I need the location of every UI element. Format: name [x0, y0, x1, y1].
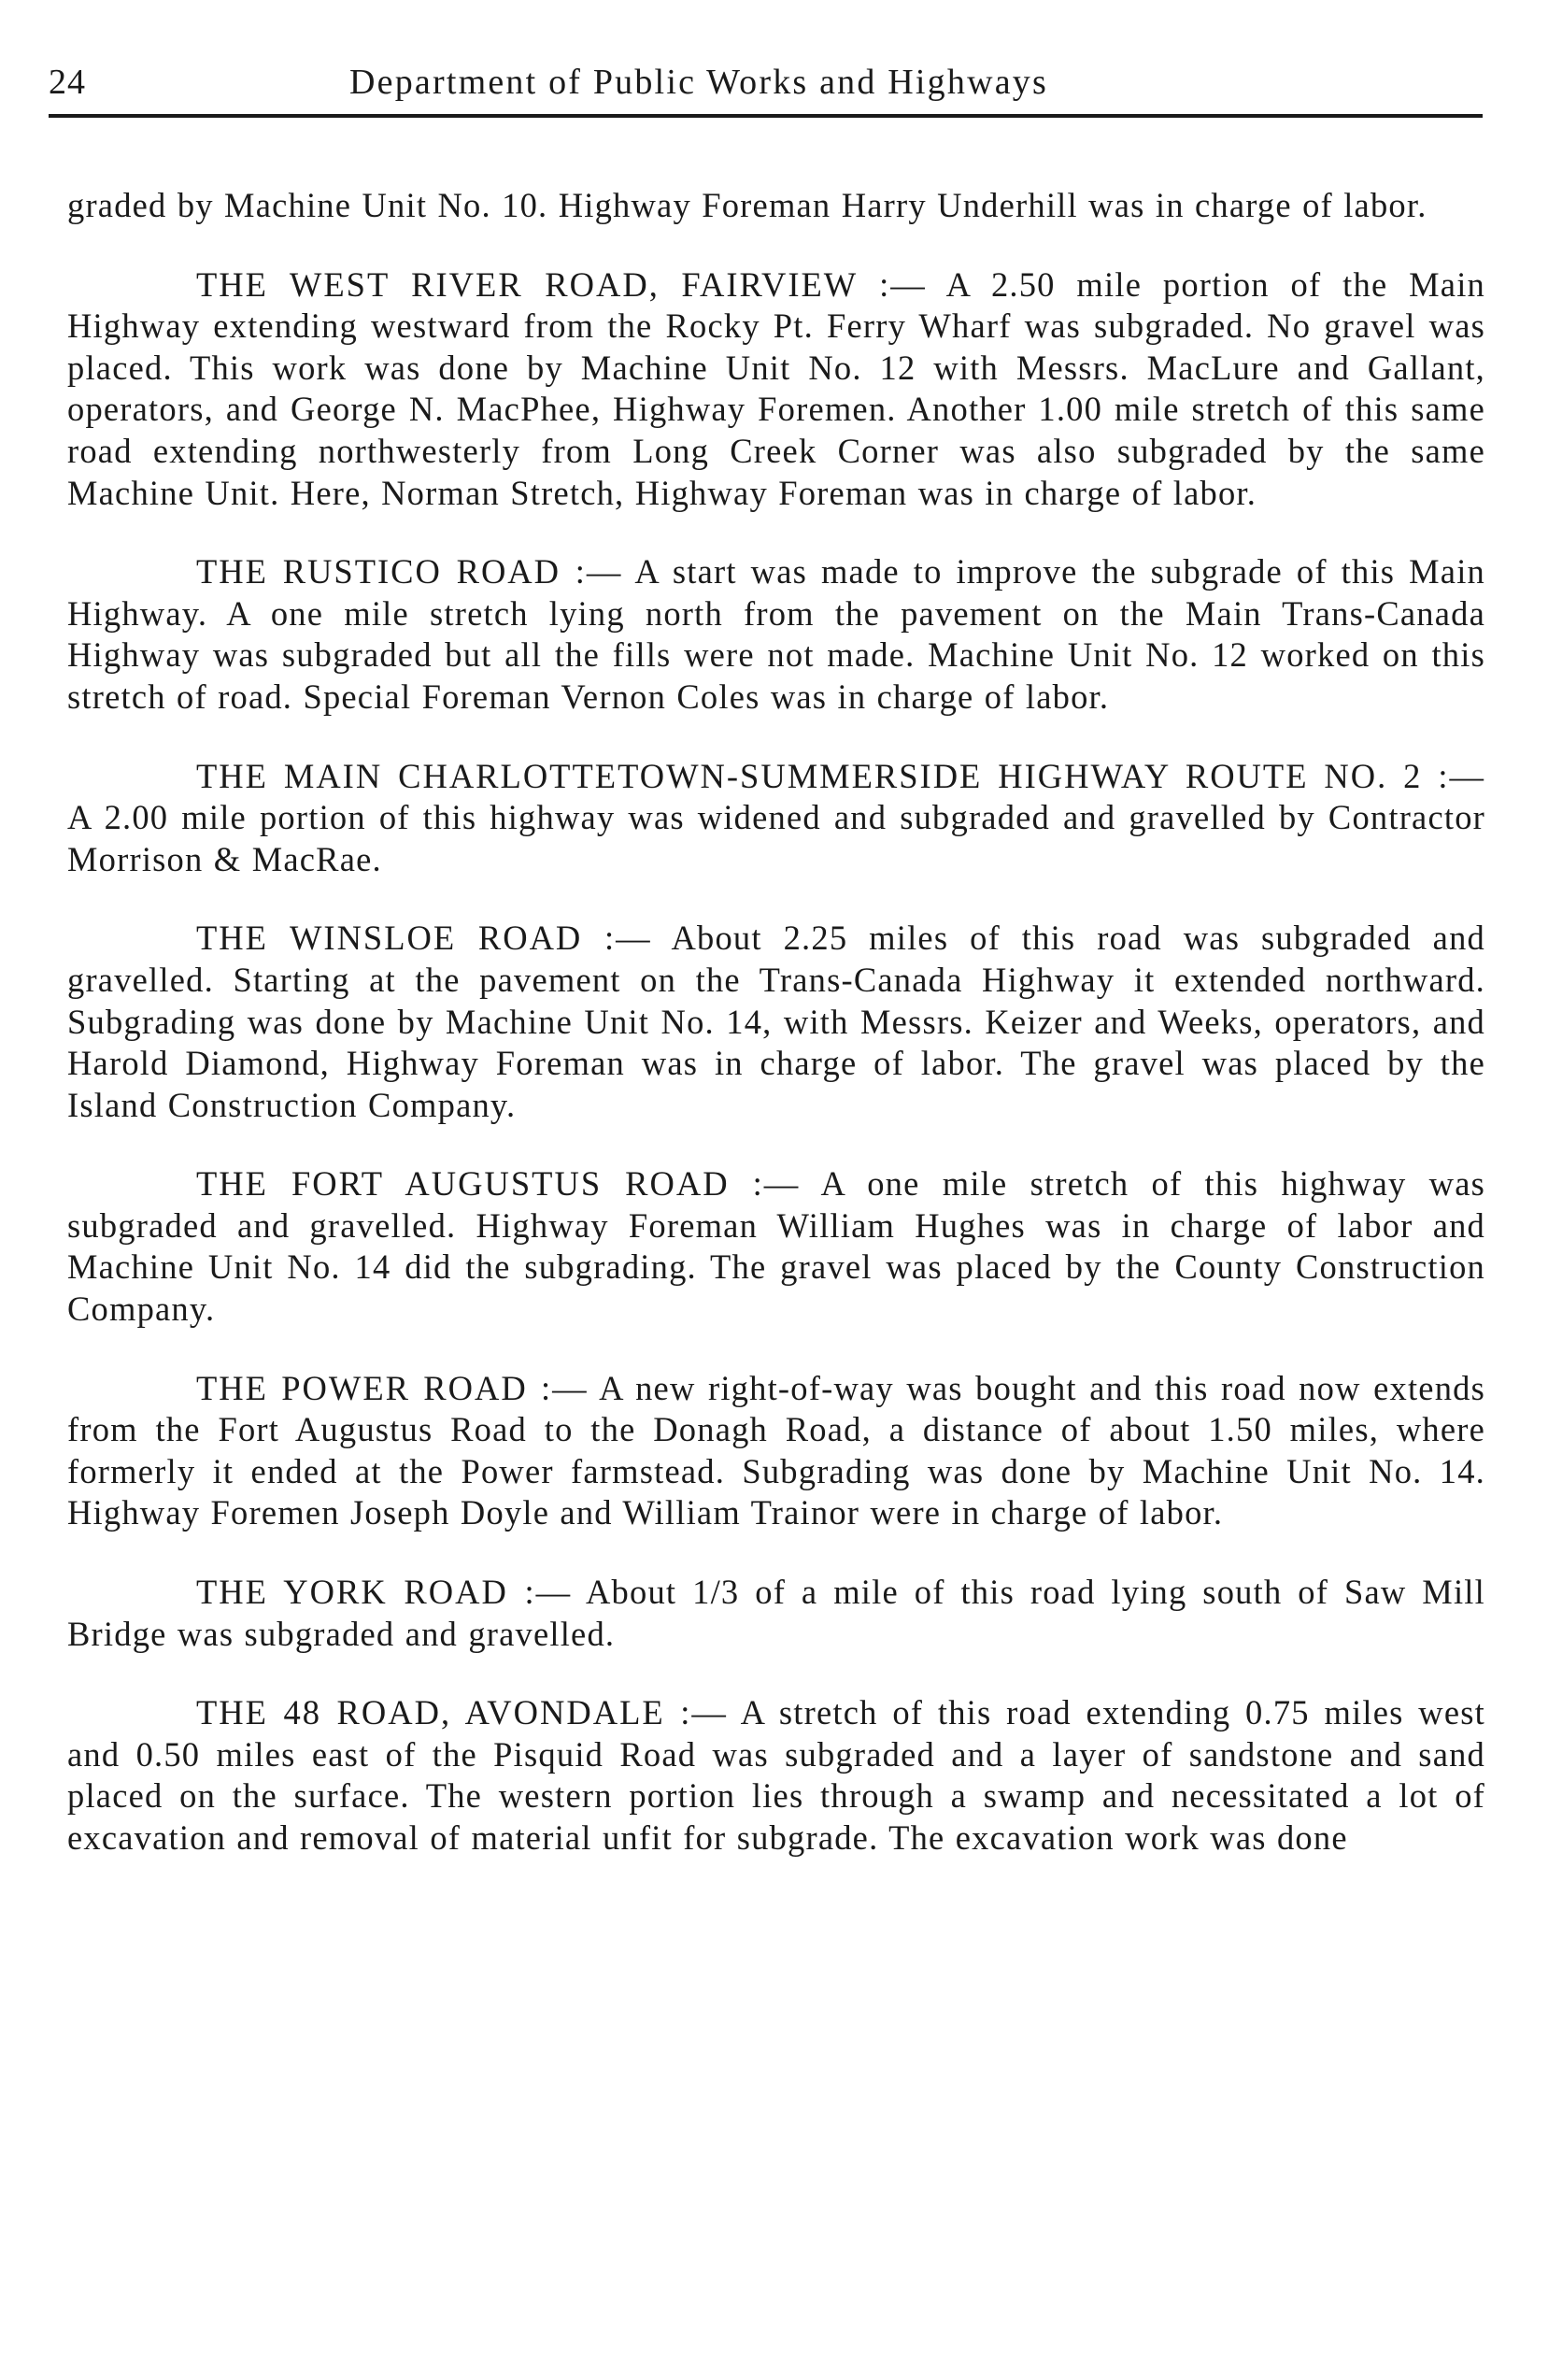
paragraph-heading: THE FORT AUGUSTUS ROAD :—	[196, 1164, 801, 1204]
paragraph-48-road-avondale	[67, 1692, 1485, 1859]
paragraph-heading: THE WINSLOE ROAD :—	[196, 919, 652, 958]
paragraph-fort-augustus-road	[67, 1163, 1485, 1330]
paragraph-west-river-road	[67, 264, 1485, 515]
paragraph-text: graded by Machine Unit No. 10. Highway Foreman Harry Underhill was in charge of labor.	[67, 186, 1427, 224]
paragraph-charlottetown-summerside	[67, 756, 1485, 881]
paragraph-text: About 1/3 of a mile of this road lying south of Saw Mill Bridge was subgraded and gravelled.	[67, 1573, 1485, 1653]
paragraph-york-road	[67, 1572, 1485, 1655]
paragraph-text: A one mile stretch of this highway was subgraded and gravelled. Highway Foreman William Hughes was in charge of labor and Machine Unit No. 14 did the subgrading. The gravel was placed by the County Construction Company.	[67, 1164, 1486, 1329]
paragraph-heading: THE POWER ROAD :—	[196, 1368, 589, 1407]
page-number: 24	[49, 63, 86, 102]
paragraph-winsloe-road	[67, 918, 1485, 1126]
paragraph-continuation	[67, 185, 1485, 227]
paragraph-text: A 2.00 mile portion of this highway was widened and subgraded and gravelled by Contractor Morrison & MacRae.	[67, 798, 1485, 878]
running-title: Department of Public Works and Highways	[349, 63, 1048, 102]
paragraph-heading: THE MAIN CHARLOTTETOWN-SUMMERSIDE HIGHWAY ROUTE NO. 2 :—	[196, 756, 1485, 795]
running-head	[49, 54, 1483, 110]
paragraph-text: A new right-of-way was bought and this road now extends from the Fort Augustus Road to the Donagh Road, a distance of about 1.50 miles, where formerly it ended at the Power farmstead. Subgrading was done by Machine Unit No. 14. Highway Foremen Joseph Doyle and William Trainor were in charge of labor.	[67, 1368, 1486, 1532]
paragraph-heading: THE YORK ROAD :—	[196, 1573, 573, 1612]
body-text	[67, 185, 1485, 1897]
paragraph-heading: THE RUSTICO ROAD :—	[196, 552, 623, 591]
paragraph-text: A 2.50 mile portion of the Main Highway extending westward from the Rocky Pt. Ferry Wharf was subgraded. No gravel was placed. This work was done by Machine Unit No. 12 with Messrs. MacLure and Gallant, operators, and George N. MacPhee, Highway Foremen. Another 1.00 mile stretch of this same road extending northwesterly from Long Creek Corner was also subgraded by the same Machine Unit. Here, Norman Stretch, Highway Foreman was in charge of labor.	[67, 264, 1485, 512]
paragraph-heading: THE WEST RIVER ROAD, FAIRVIEW :—	[196, 264, 927, 304]
paragraph-text: About 2.25 miles of this road was subgraded and gravelled. Starting at the pavement on the Trans-Canada Highway it extended northward. Subgrading was done by Machine Unit No. 14, with Messrs. Keizer and Weeks, operators, and Harold Diamond, Highway Foreman was in charge of labor. The gravel was placed by the Island Construction Company.	[67, 919, 1485, 1124]
header-rule	[49, 114, 1483, 118]
paragraph-rustico-road	[67, 551, 1485, 718]
paragraph-power-road	[67, 1368, 1485, 1534]
paragraph-text: A start was made to improve the subgrade of this Main Highway. A one mile stretch lying north from the pavement on the Main Trans-Canada Highway was subgraded but all the fills were not made. Machine Unit No. 12 worked on this stretch of road. Special Foreman Vernon Coles was in charge of labor.	[67, 552, 1485, 716]
paragraph-text: A stretch of this road extending 0.75 miles west and 0.50 miles east of the Pisquid Road was subgraded and a layer of sandstone and sand placed on the surface. The western portion lies through a swamp and necessitated a lot of excavation and removal of material unfit for subgrade. The excavation work was done	[67, 1693, 1485, 1857]
paragraph-heading: THE 48 ROAD, AVONDALE :—	[196, 1693, 728, 1732]
